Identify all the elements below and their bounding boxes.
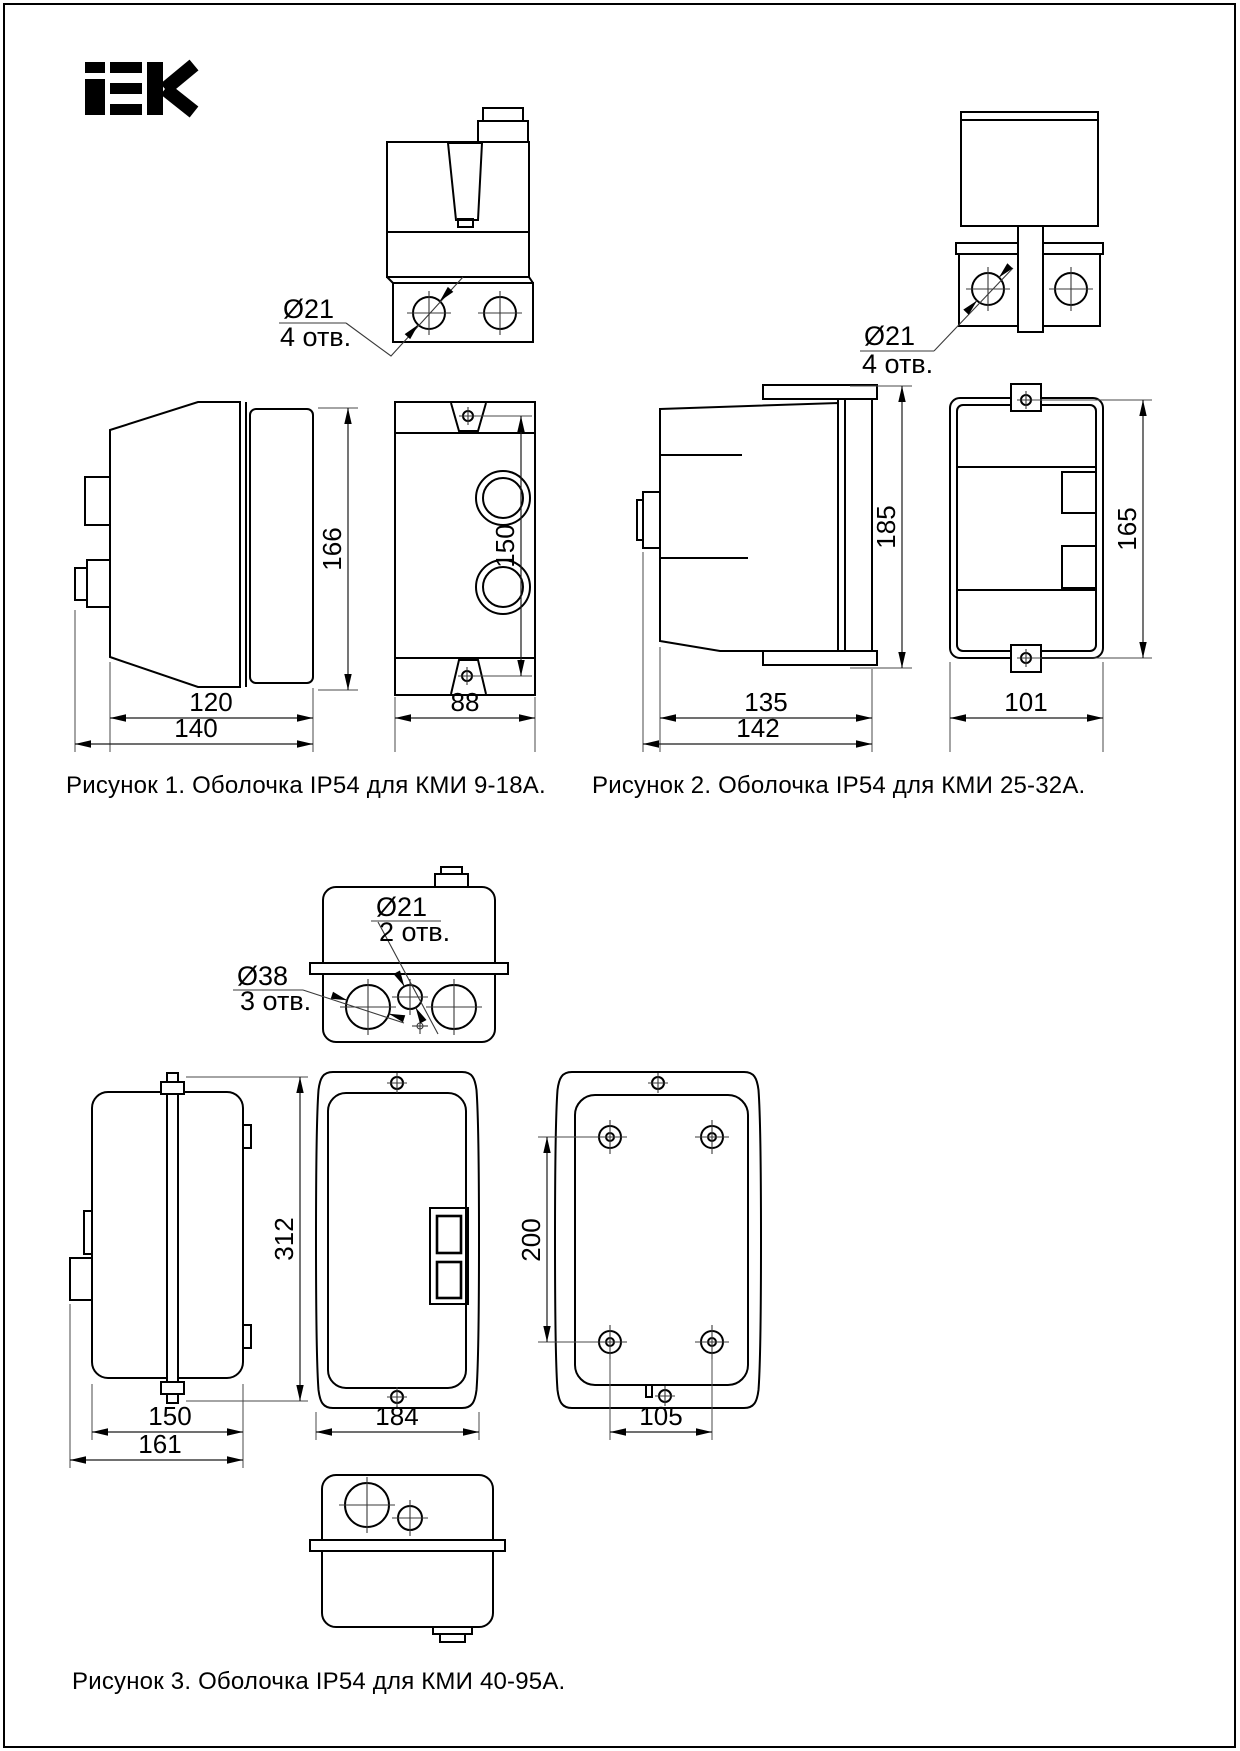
fig2-hole-diameter: Ø21 [864,321,916,351]
fig1-dim-height [317,408,358,690]
fig3-top-view [233,867,508,1042]
fig3-hole38-diameter: Ø38 [237,961,289,991]
fig3-hole21-diameter: Ø21 [376,892,428,922]
svg-text:135: 135 [744,687,788,717]
fig1 [75,108,535,752]
fig2-dim-width [950,662,1103,752]
svg-text:120: 120 [189,687,233,717]
fig3-hole38-count: 3 отв. [240,986,312,1016]
fig3-side-view [70,1073,251,1403]
fig3-caption: Рисунок 3. Оболочка IP54 для КМИ 40-95А. [72,1668,566,1695]
svg-text:150: 150 [490,524,520,568]
fig1-hole-label [279,294,351,352]
fig3-front-view [316,1072,479,1408]
fig1-side-view [75,402,313,687]
fig2-caption: Рисунок 2. Оболочка IP54 для КМИ 25-32А. [592,772,1086,799]
fig2-hole-count: 4 отв. [862,349,934,379]
svg-text:184: 184 [375,1401,419,1431]
svg-text:150: 150 [148,1401,192,1431]
fig1-top-view [279,108,533,356]
fig2-hole-label [860,321,934,379]
svg-text:142: 142 [736,713,780,743]
svg-text:161: 161 [138,1429,182,1459]
svg-text:105: 105 [639,1401,683,1431]
fig1-dim-width [395,687,535,752]
fig3-hole21-count: 2 отв. [379,917,451,947]
fig1-caption: Рисунок 1. Оболочка IP54 для КМИ 9-18А. [66,772,546,799]
svg-text:165: 165 [1112,507,1142,551]
fig1-hole-diameter: Ø21 [283,294,335,324]
svg-text:185: 185 [871,505,901,549]
svg-text:88: 88 [450,687,480,717]
svg-text:312: 312 [269,1217,299,1261]
fig2 [637,112,1152,752]
svg-text:140: 140 [174,713,218,743]
fig2-side-view [637,385,877,665]
svg-text:166: 166 [317,527,347,571]
fig2-top-view [860,112,1103,379]
fig3-rear-view [555,1072,761,1408]
svg-text:101: 101 [1004,687,1048,717]
fig2-rear-view [950,384,1103,672]
fig1-hole-count: 4 отв. [280,322,352,352]
fig3 [70,867,761,1642]
fig3-hole38-label [233,961,311,1016]
svg-text:200: 200 [516,1218,546,1262]
fig3-bottom-view [310,1475,505,1642]
iek-logo-icon [85,62,194,115]
